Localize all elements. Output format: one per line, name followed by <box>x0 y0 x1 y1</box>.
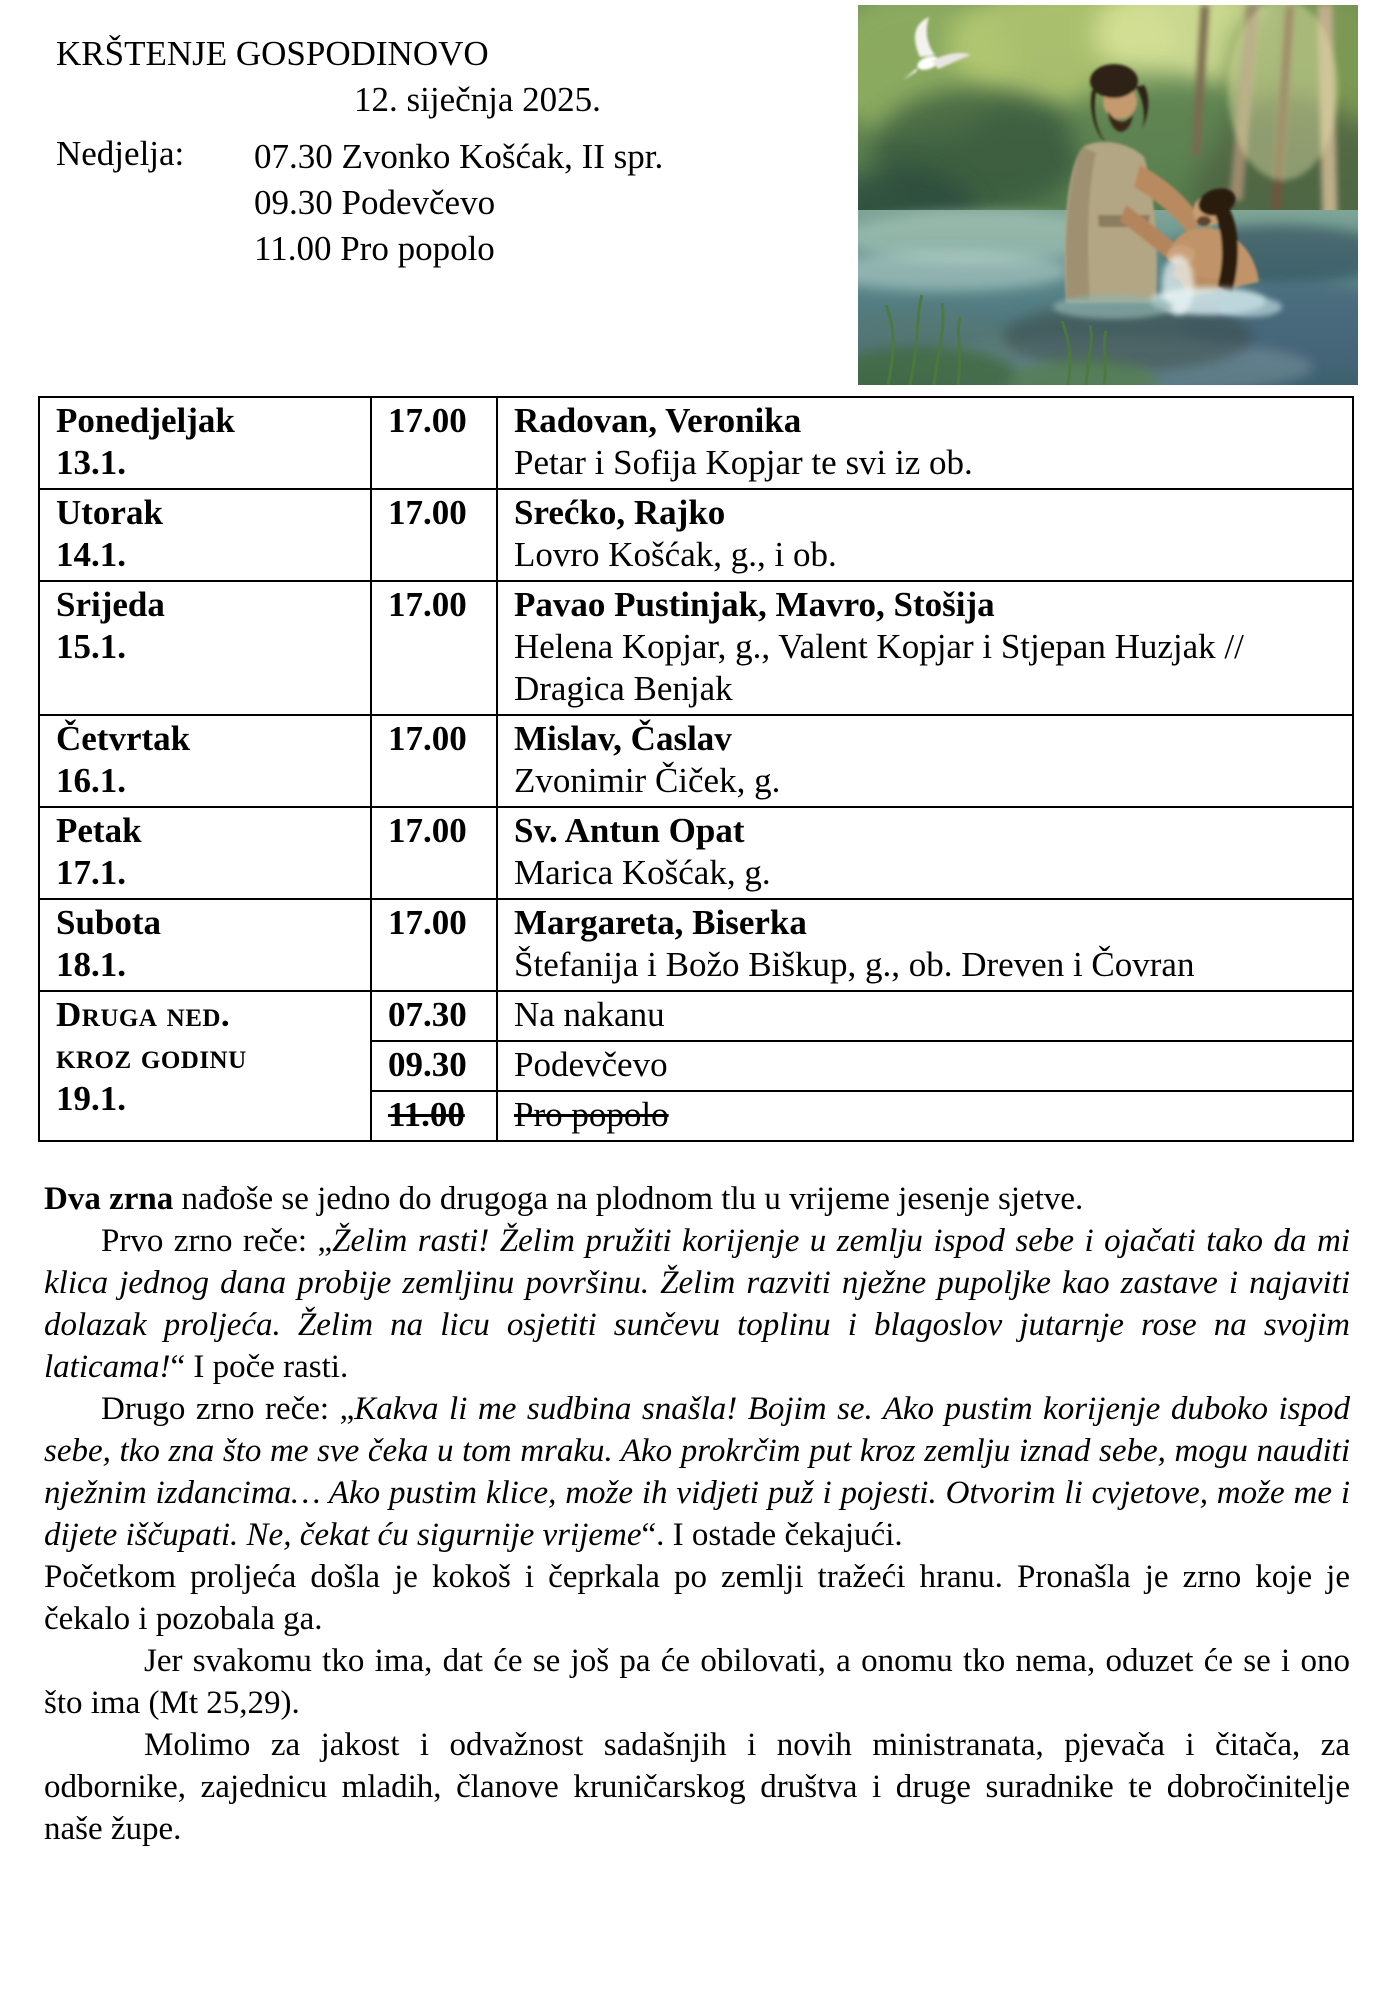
day-name: Subota <box>56 903 162 942</box>
day-date: 15.1. <box>56 627 126 666</box>
intention-cell <box>497 581 1353 715</box>
sunday-name-line1: Druga ned. <box>56 995 231 1034</box>
day-name: Petak <box>56 811 142 850</box>
page-title: KRŠTENJE GOSPODINOVO <box>56 34 489 73</box>
time-cell <box>371 991 497 1041</box>
day-cell <box>39 397 371 489</box>
day-date: 14.1. <box>56 535 126 574</box>
table-row-sunday <box>39 991 1353 1041</box>
sunday-mass-line: 09.30 Podevčevo <box>254 183 496 222</box>
day-cell <box>39 489 371 581</box>
intention-cell <box>497 1041 1353 1091</box>
mass-time: 17.00 <box>388 493 467 532</box>
sunday-name-line2: kroz godinu <box>56 1037 247 1076</box>
intention-cell <box>497 397 1353 489</box>
day-date: 16.1. <box>56 761 126 800</box>
mass-intention: Petar i Sofija Kopjar te svi iz ob. <box>514 443 973 482</box>
sunday-label: Nedjelja: <box>56 134 185 173</box>
hen-paragraph: Početkom proljeća došla je kokoš i čeprkala po zemlji tražeći hranu. Pronašla je zrno koje je čekalo i pozobala ga. <box>44 1559 1350 1637</box>
feast-title: Radovan, Veronika <box>514 401 802 440</box>
sunday-mass-list <box>254 134 663 272</box>
mass-schedule <box>38 396 1354 1142</box>
time-cell <box>371 899 497 991</box>
mass-intention: Zvonimir Čiček, g. <box>514 761 781 800</box>
table-row <box>39 489 1353 581</box>
table-row <box>39 581 1353 715</box>
bulletin-date: 12. siječnja 2025. <box>354 80 601 119</box>
mass-intention: Helena Kopjar, g., Valent Kopjar i Stjepan Huzjak // Dragica Benjak <box>514 627 1244 708</box>
day-cell <box>39 807 371 899</box>
mass-intention: Marica Košćak, g. <box>514 853 771 892</box>
table-row <box>39 397 1353 489</box>
second-grain-paragraph: Drugo zrno reče: „Kakva li me sudbina snašla! Bojim se. Ako pustim korijenje duboko ispod sebe, tko zna što me sve čeka u tom mraku. Ako prokrčim put kroz zemlju iznad sebe, mogu nauditi nježnim izdancima… Ako pustim klice, može ih vidjeti puž i pojesti. Otvorim li cvjetove, može me i dijete iščupati. Ne, čekat ću sigurnije vrijeme“. I ostade čekajući. <box>44 1391 1350 1553</box>
time-cell <box>371 807 497 899</box>
baptism-painting <box>858 5 1358 385</box>
day-name: Četvrtak <box>56 719 191 758</box>
day-cell <box>39 715 371 807</box>
mass-intention: Štefanija i Božo Biškup, g., ob. Dreven i Čovran <box>514 945 1195 984</box>
table-row <box>39 899 1353 991</box>
scripture-quote: Jer svakomu tko ima, dat će se još pa će obilovati, a onomu tko nema, oduzet će se i ono što ima (Mt 25,29). <box>44 1643 1350 1721</box>
intention-cell <box>497 991 1353 1041</box>
parable-lead-in: Dva zrna <box>44 1181 174 1217</box>
time-cell <box>371 489 497 581</box>
table-row <box>39 807 1353 899</box>
mass-time: 17.00 <box>388 719 467 758</box>
mass-intention: Lovro Košćak, g., i ob. <box>514 535 837 574</box>
parable-intro: Dva zrna nađoše se jedno do drugoga na plodnom tlu u vrijeme jesenje sjetve. <box>44 1181 1084 1217</box>
day-cell <box>39 899 371 991</box>
intention-cell <box>497 715 1353 807</box>
mass-time: 17.00 <box>388 401 467 440</box>
mass-time: 09.30 <box>388 1045 467 1084</box>
mass-intention: Podevčevo <box>514 1045 668 1084</box>
baptism-painting-art <box>858 5 1358 385</box>
time-cell <box>371 581 497 715</box>
sunday-mass-line: 07.30 Zvonko Košćak, II spr. <box>254 137 664 176</box>
day-date: 18.1. <box>56 945 126 984</box>
mass-time: 17.00 <box>388 585 467 624</box>
prayer-request: Molimo za jakost i odvažnost sadašnjih i novih ministranata, pjevača i čitača, za odbornike, zajednicu mladih, članove kruničarskog društva i druge suradnike te dobročinitelje naše župe. <box>44 1727 1350 1847</box>
day-date: 13.1. <box>56 443 126 482</box>
intention-cell <box>497 489 1353 581</box>
intention-cell <box>497 1091 1353 1141</box>
intention-cell <box>497 899 1353 991</box>
intention-cell <box>497 807 1353 899</box>
time-cell <box>371 397 497 489</box>
day-name: Utorak <box>56 493 163 532</box>
parable-and-announcements <box>44 1178 1350 1850</box>
day-name: Srijeda <box>56 585 165 624</box>
feast-title: Margareta, Biserka <box>514 903 807 942</box>
feast-title: Pavao Pustinjak, Mavro, Stošija <box>514 585 995 624</box>
day-name: Ponedjeljak <box>56 401 235 440</box>
mass-time: 07.30 <box>388 995 467 1034</box>
table-row <box>39 715 1353 807</box>
sunday-date: 19.1. <box>56 1079 126 1118</box>
day-date: 17.1. <box>56 853 126 892</box>
feast-title: Mislav, Časlav <box>514 719 732 758</box>
feast-title: Srećko, Rajko <box>514 493 726 532</box>
second-grain-quote: Kakva li me sudbina snašla! Bojim se. Ako pustim korijenje duboko ispod sebe, tko zna što me sve čeka u tom mraku. Ako prokrčim put kroz zemlju iznad sebe, mogu nauditi nježnim izdancima… Ako pustim klice, može ih vidjeti puž i pojesti. Otvorim li cvjetove, može me i dijete iščupati. Ne, čekat ću sigurnije vrijeme <box>44 1391 1350 1553</box>
mass-intention-cancelled: Pro popolo <box>514 1095 669 1134</box>
time-cell <box>371 1041 497 1091</box>
first-grain-paragraph: Prvo zrno reče: „Želim rasti! Želim pružiti korijenje u zemlju ispod sebe i ojačati tako da mi klica jednog dana probije zemljinu površinu. Želim razviti nježne pupoljke kao zastave i najaviti dolazak proljeća. Želim na licu osjetiti sunčevu toplinu i blagoslov jutarnje rose na svojim laticama!“ I poče rasti. <box>44 1223 1350 1385</box>
mass-time: 17.00 <box>388 903 467 942</box>
mass-time-cancelled: 11.00 <box>388 1095 465 1134</box>
mass-schedule-table <box>38 396 1354 1142</box>
sunday-mass-line: 11.00 Pro popolo <box>254 229 495 268</box>
first-grain-quote: Želim rasti! Želim pružiti korijenje u zemlju ispod sebe i ojačati tako da mi klica jednog dana probije zemljinu površinu. Želim razviti nježne pupoljke kao zastave i najaviti dolazak proljeća. Želim na licu osjetiti sunčevu toplinu i blagoslov jutarnje rose na svojim laticama! <box>44 1223 1350 1385</box>
day-cell-sunday <box>39 991 371 1141</box>
day-cell <box>39 581 371 715</box>
mass-time: 17.00 <box>388 811 467 850</box>
time-cell <box>371 715 497 807</box>
mass-intention: Na nakanu <box>514 995 665 1034</box>
time-cell <box>371 1091 497 1141</box>
feast-title: Sv. Antun Opat <box>514 811 745 850</box>
